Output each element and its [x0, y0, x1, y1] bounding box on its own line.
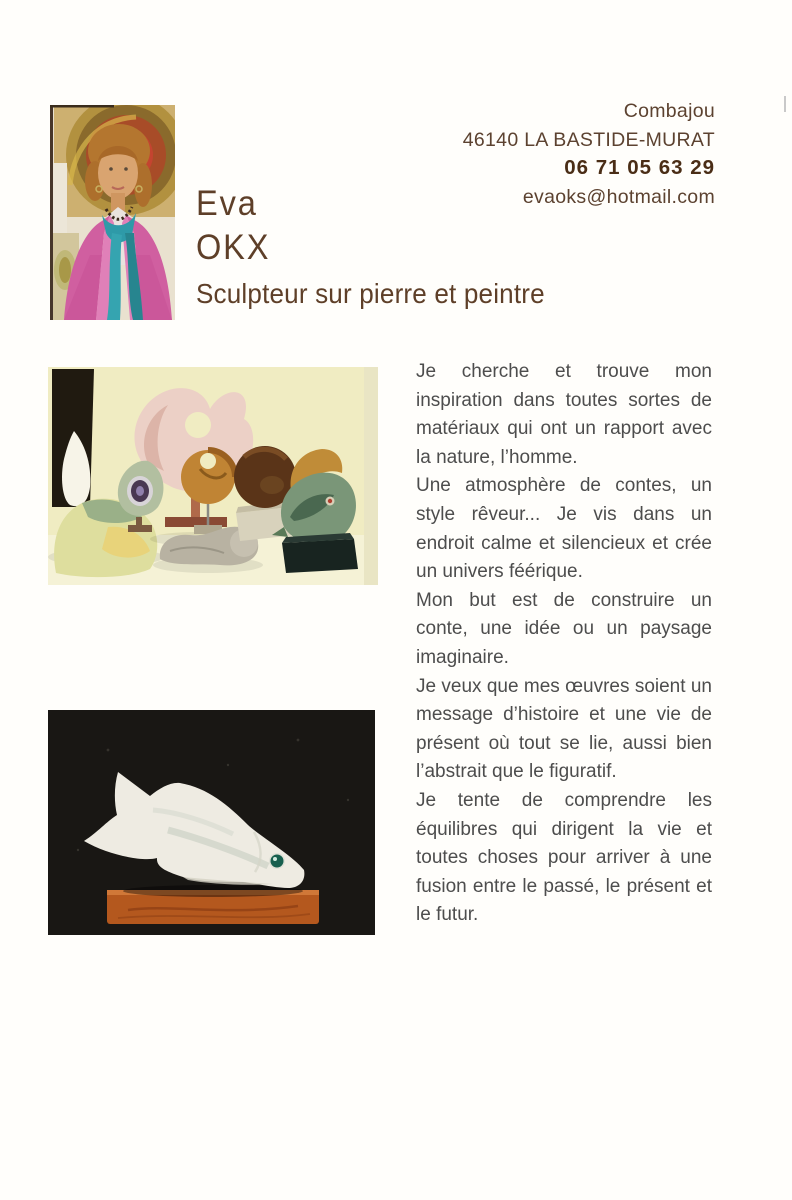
- sculptures-photo: [48, 367, 378, 585]
- fish-sculpture-photo: [48, 710, 375, 935]
- bio-paragraph: Je cherche et trouve mon inspiration dans toutes sortes de matériaux qui ont un rapport avec la nature, l’homme.: [416, 361, 712, 468]
- fish-illustration: [48, 710, 375, 935]
- bio-paragraph: Mon but est de construire un conte, une idée ou un paysage imaginaire.: [416, 589, 712, 668]
- scan-artifact: [784, 96, 786, 112]
- bio-paragraph: Une atmosphère de contes, un style rêveur... Je vis dans un endroit calme et silencieux et crée un univers féérique.: [416, 475, 712, 583]
- contact-location: Combajou: [623, 100, 715, 122]
- portrait-illustration: [50, 105, 175, 320]
- contact-phone: 06 71 05 63 29: [564, 156, 715, 179]
- artist-profession: Sculpteur sur pierre et peintre: [196, 278, 545, 309]
- artist-portrait-photo: [50, 105, 175, 320]
- bio-text: [416, 358, 712, 930]
- contact-email: evaoks@hotmail.com: [522, 185, 715, 208]
- sculptures-illustration: [48, 367, 378, 585]
- contact-address: 46140 LA BASTIDE-MURAT: [462, 128, 715, 151]
- bio-paragraph: Je veux que mes œuvres soient un message d’histoire et une vie de présent où tout se lie, aussi bien l’abstrait que le figuratif.: [416, 675, 712, 783]
- artist-name-block: [196, 182, 545, 311]
- bio-paragraph: Je tente de comprendre les équilibres qui dirigent la vie et toutes choses pour arriver à une fusion entre le passé, le présent et le futur.: [416, 789, 712, 926]
- artist-last-name: OKX: [196, 228, 271, 267]
- artist-first-name: Eva: [196, 184, 258, 223]
